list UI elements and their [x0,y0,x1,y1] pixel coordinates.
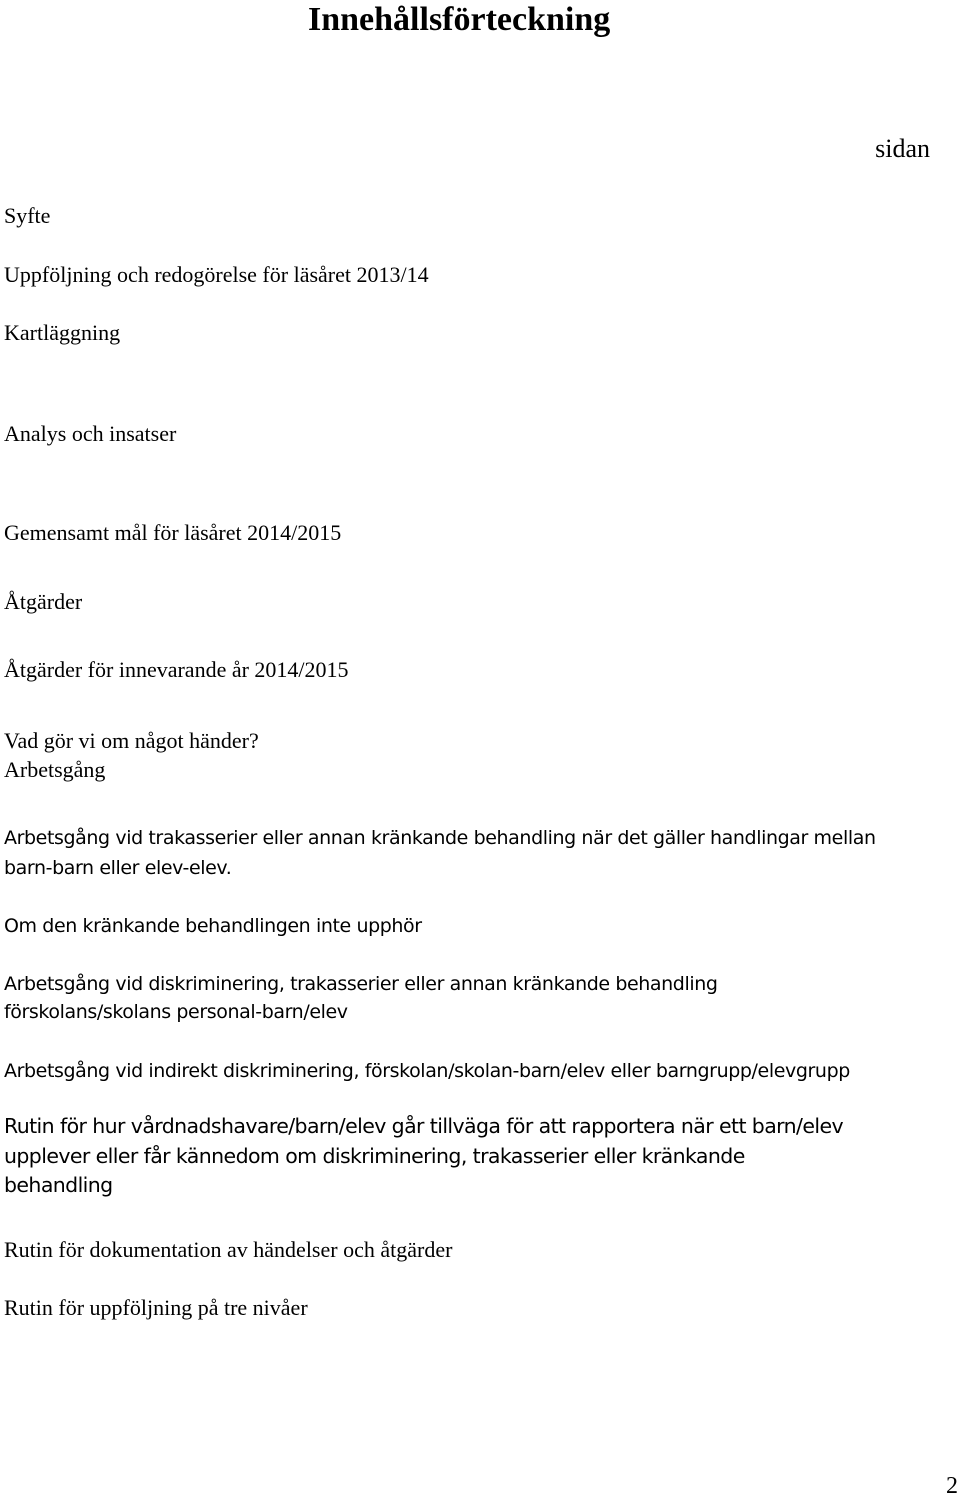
toc-entry-atgarder: Åtgärder [4,589,83,614]
toc-entry-atgarder-innevarande: Åtgärder för innevarande år 2014/2015 [4,657,349,682]
toc-entry-arbetsgang-diskriminering-line1: Arbetsgång vid diskriminering, trakasserier eller annan kränkande behandling [4,973,718,995]
toc-entry-analys: Analys och insatser [4,421,177,446]
toc-entry-kartlaggning: Kartläggning [4,320,121,345]
toc-entry-rutin-uppfoljning: Rutin för uppföljning på tre nivåer [4,1295,308,1320]
page-title: Innehållsförteckning [308,1,611,38]
toc-entry-om-den-krankande: Om den kränkande behandlingen inte upphör [4,915,422,937]
toc-entry-arbetsgang-trakasserier-line2: barn-barn eller elev-elev. [4,857,232,879]
toc-entry-arbetsgang-indirekt: Arbetsgång vid indirekt diskriminering, förskolan/skolan-barn/elev eller barngrupp/elevgrupp [4,1060,850,1082]
toc-entry-rutin-rapportera-line1: Rutin för hur vårdnadshavare/barn/elev går tillväga för att rapportera när ett barn/elev [4,1114,844,1138]
toc-entry-rutin-rapportera-line3: behandling [4,1173,113,1197]
toc-entry-rutin-rapportera-line2: upplever eller får kännedom om diskriminering, trakasserier eller kränkande [4,1144,745,1168]
toc-entry-arbetsgang: Arbetsgång [4,757,106,782]
toc-entry-arbetsgang-trakasserier-line1: Arbetsgång vid trakasserier eller annan kränkande behandling när det gäller handlingar mellan [4,827,876,849]
toc-entry-gemensamt-mal: Gemensamt mål för läsåret 2014/2015 [4,520,342,545]
page-column-label: sidan [875,134,930,163]
toc-entry-arbetsgang-diskriminering-line2: förskolans/skolans personal-barn/elev [4,1001,348,1023]
toc-entry-vad-gor-vi: Vad gör vi om något händer? [4,728,259,753]
toc-entry-syfte: Syfte [4,203,51,228]
page-number: 2 [946,1473,958,1499]
toc-entry-rutin-dokumentation: Rutin för dokumentation av händelser och åtgärder [4,1237,453,1262]
toc-entry-uppfoljning: Uppföljning och redogörelse för läsåret 2013/14 [4,262,429,287]
